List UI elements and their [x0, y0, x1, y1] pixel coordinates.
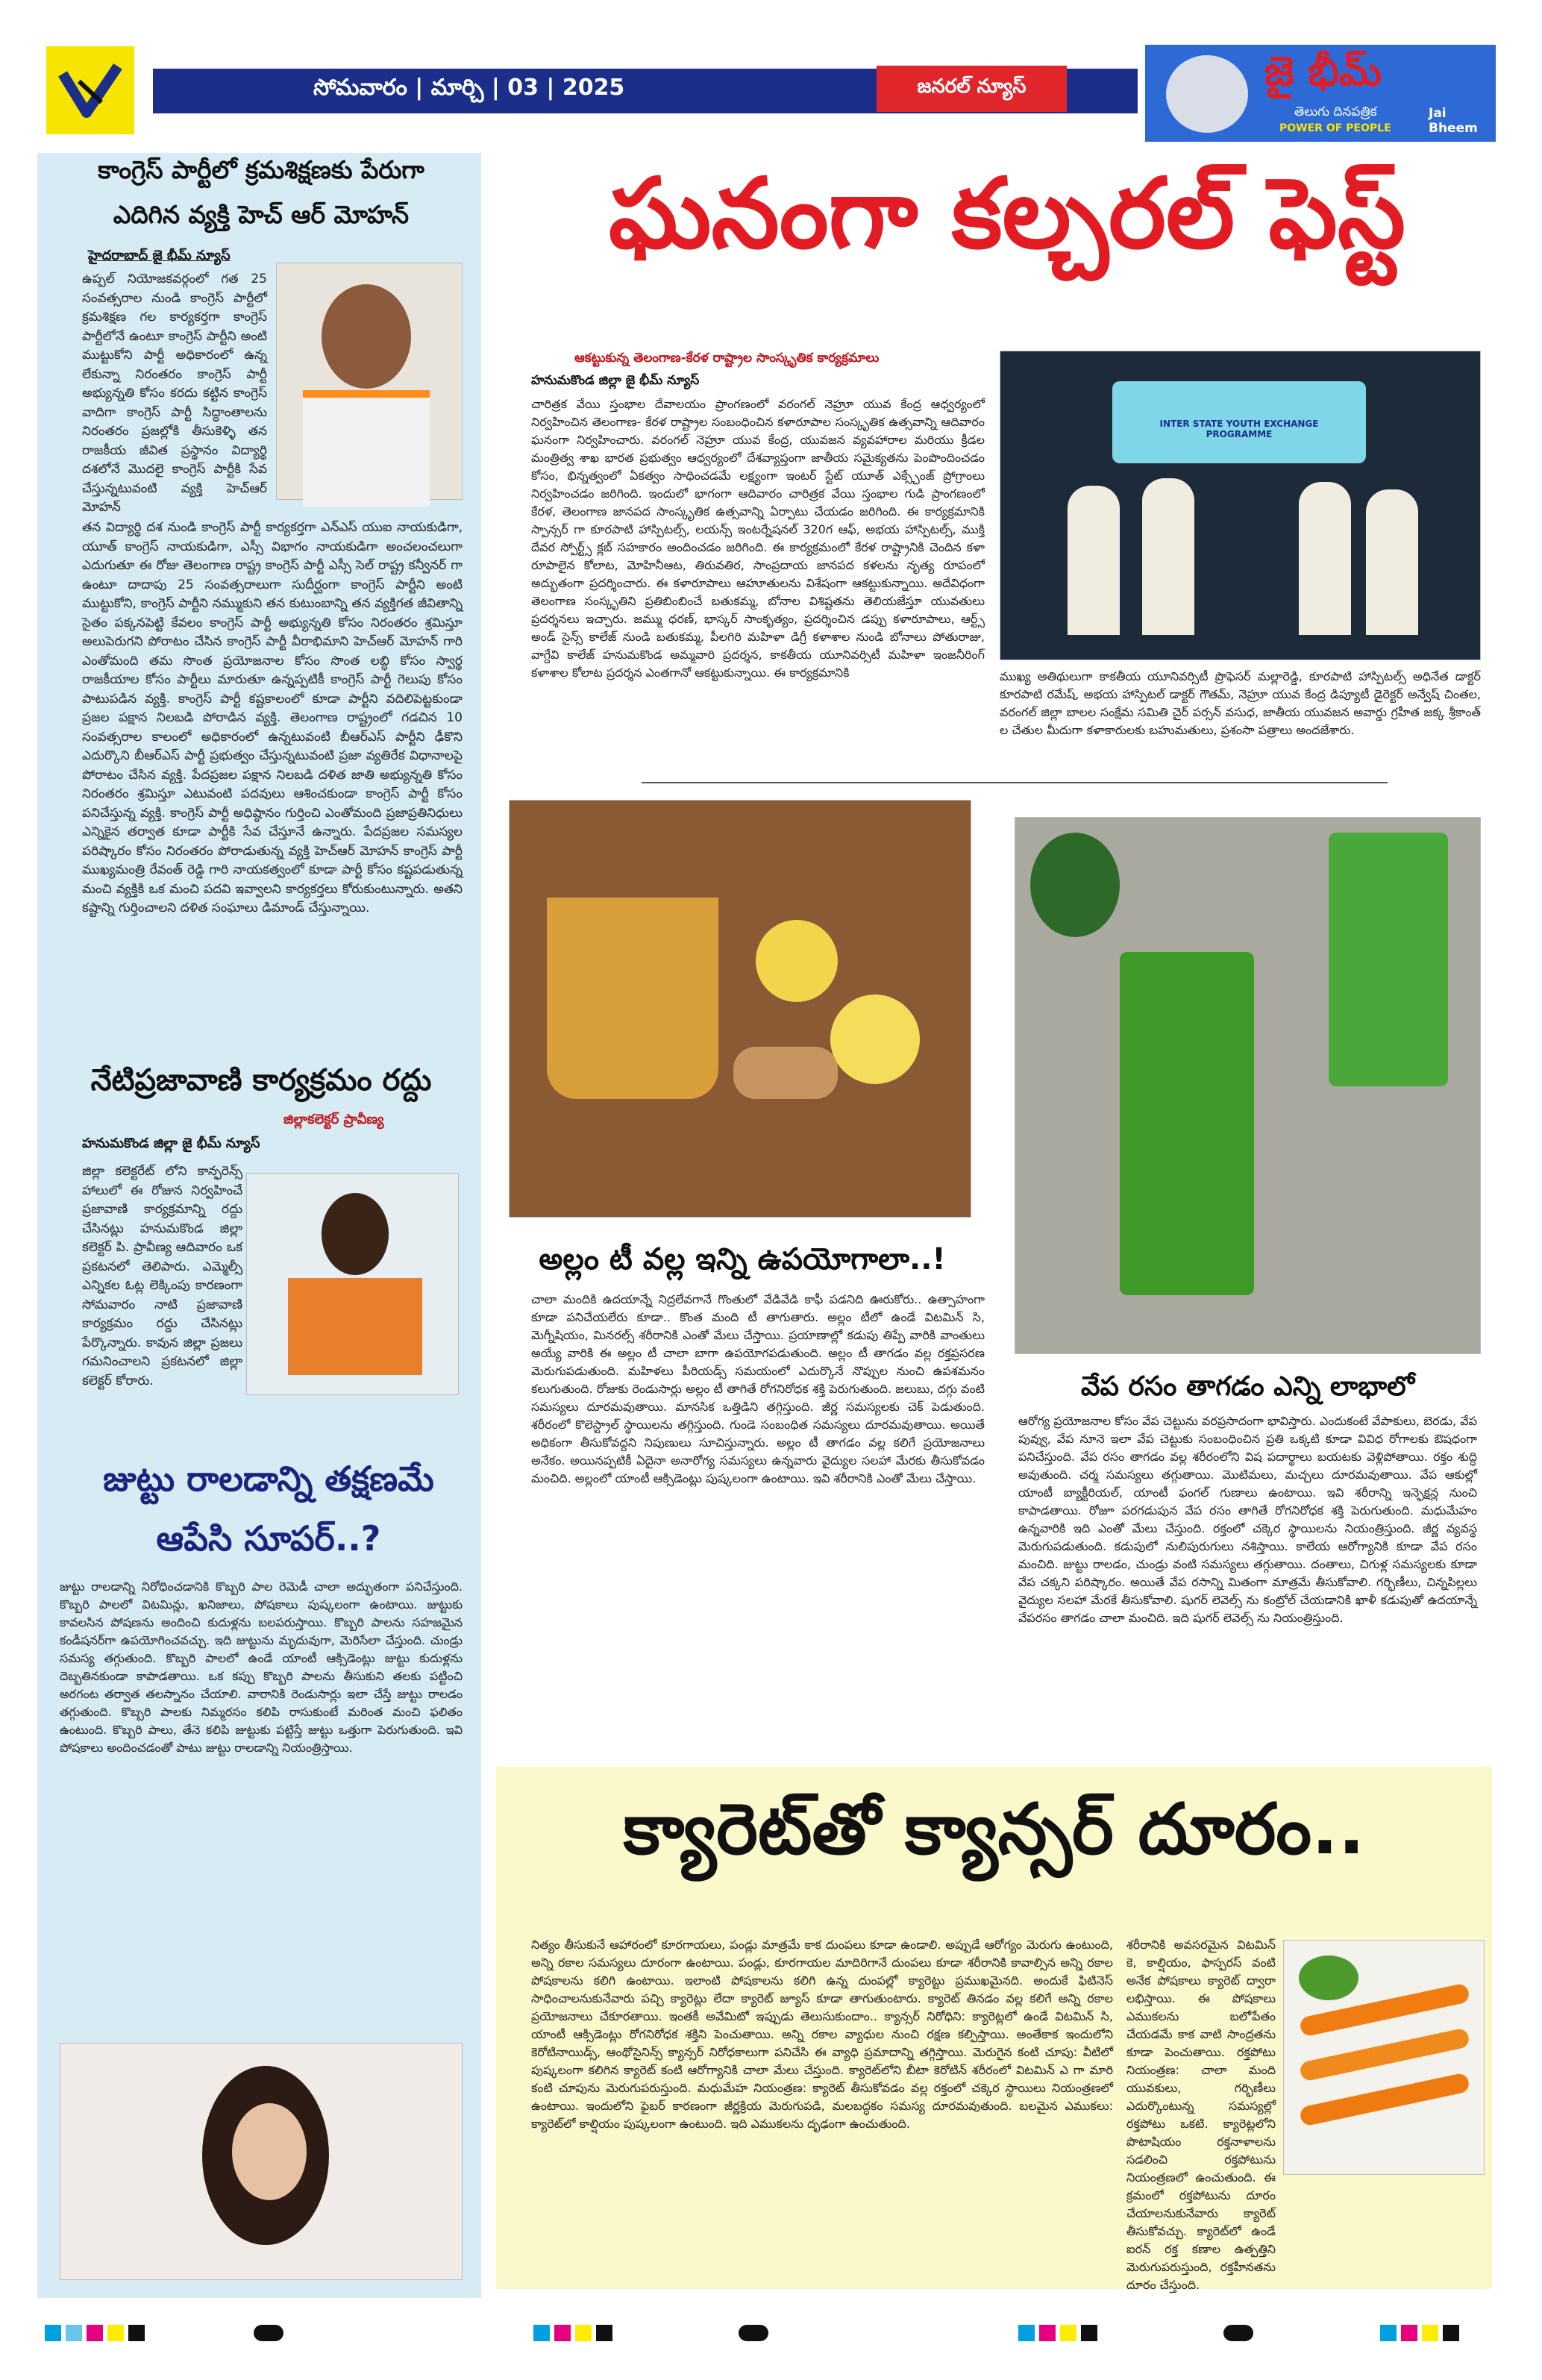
- color-mark: [107, 2325, 124, 2341]
- fest-divider: [642, 782, 1388, 783]
- fest-kicker: ఆకట్టుకున్న తెలంగాణ-కేరళ రాష్ట్రాల సాంస్కృతిక కార్యక్రమాలు: [574, 351, 880, 366]
- color-mark: [1380, 2325, 1397, 2341]
- neem-body: ఆరోగ్య ప్రయోజనాల కోసం వేప చెట్టును వరప్రసాదంగా భావిస్తారు. ఎందుకంటే వేపాకులు, బెరడు, వేప పువ్వు, వేప నూనె ఇలా వేప చెట్టుకు సంబంధించిన ప్రతి ఒక్కటి కూడా వివిధ రోగాలకు ఔషధంగా పనిచేస్తుంది. వేప రసం తాగడం వల్ల శరీరంలోని విష పదార్థాలు బయటకు వెళ్లిపోతాయి. రక్తం శుద్ధి అవుతుంది. చర్మ సమస్యలు తగ్గుతాయి. మొటిమలు, మచ్చలు దూరమవుతాయి. వేప ఆకుల్లో యాంటీ బ్యాక్టీరియల్, యాంటీ ఫంగల్ గుణాలు ఉంటాయి. ఇవి శరీరాన్ని ఇన్ఫెక్షన్ల నుంచి కాపాడతాయి. రోజూ పరగడుపున వేప రసం తాగితే రోగనిరోధక శక్తి పెరుగుతుంది. మధుమేహం ఉన్నవారికి ఇది ఎంతో మేలు చేస్తుంది. రక్తంలో చక్కెర స్థాయిలను నియంత్రిస్తుంది. జీర్ణ వ్యవస్థ మెరుగుపడుతుంది. కడుపులో నులిపురుగులు నశిస్తాయి. కాలేయ ఆరోగ్యానికి కూడా వేప రసం మంచిది. జుట్టు రాలడం, చుండ్రు వంటి సమస్యలు తగ్గుతాయి. దంతాలు, చిగుళ్ల సమస్యలకు కూడా వేప చక్కని పరిష్కారం. అయితే వేప రసాన్ని మితంగా మాత్రమే తీసుకోవాలి. గర్భిణీలు, చిన్నపిల్లలు వైద్యుల సలహా మేరకే తీసుకోవాలి. షుగర్ లెవెల్స్ ను కంట్రోల్ చేయడానికి ఖాళీ కడుపుతో ఉదయాన్నే వేపరసం తాగడం చాలా మంచిది. ఇది షుగర్ లెవెల్స్ ను నియంత్రిస్తుంది.: [1018, 1414, 1477, 1625]
- brand-en: Jai Bheem: [1429, 106, 1478, 136]
- color-mark: [575, 2325, 592, 2341]
- fest-photo: [1000, 351, 1481, 660]
- color-mark: [1060, 2325, 1076, 2341]
- color-mark: [533, 2325, 550, 2341]
- carrot-body: నిత్యం తీసుకునే ఆహారంలో కూరగాయలు, పండ్లు మాత్రమే కాక దుంపలు కూడా ఉండాలి. అప్పుడే ఆరోగ్యం మెరుగు ఉంటుంది, అన్ని రకాల సమస్యలు దూరంగా ఉంటాయి. పండ్లు, కూరగాయల మాదిరిగానే దుంపలు కూడా శరీరానికి కావాల్సిన అన్ని రకాల పోషకాలను కలిగి ఉంటాయి. ఇలాంటి పోషకాలను కలిగి ఉన్న దుంపల్లో క్యారెట్టు ప్రముఖమైనది. అందుకే ఫిటినెస్ సాధించాలనుకునేవారు పచ్చి క్యారెట్లు లేదా క్యారెట్ జ్యూస్ కూడా తాగుతుంటారు. క్యారెట్ తినడం వల్ల కలిగే అన్ని రకాల ప్రయోజనాలు చేకూరతాయి. ఇంతకీ అవేమిటో ఇప్పుడు తెలుసుకుందాం.. క్యాన్సర్ నిరోధిని: క్యారెట్లలో ఉండే విటమిన్ సి, యాంటీ ఆక్సిడెంట్లు రోగనిరోధక శక్తిని పెంచుతాయి. అన్ని రకాల వ్యాధుల నుంచి రక్షణ కల్పిస్తాయి. అంతేకాక ఇందులోని కెరోటినాయిడ్స్, ఆంథోసైనిన్స్ క్యాన్సర్ నిరోధకాలుగా పనిచేసి ఈ వ్యాధి ప్రమాదాన్ని తగ్గిస్తాయి. మెరుగైన కంటి చూపు: వీటిలో పుష్కలంగా కలిగిన క్యారెట్ కంటి ఆరోగ్యానికి చాలా మేలు చేస్తుంది. క్యారెట్‌లోని బీటా కెరోటిన్ శరీరంలో విటమిన్ ఎ గా మారి కంటి చూపును మెరుగుపరుస్తుంది. మధుమేహ నియంత్రణ: క్యారెట్ తీసుకోవడం వల్ల రక్తంలో చక్కెర స్థాయిలు నియంత్రణలో ఉంటాయి. ఇందులోని ఫైబర్ కారణంగా జీర్ణక్రియ మెరుగుపడి, మలబద్ధకం సమస్య దూరమవుతుంది. బలమైన ఎముకలు: క్యారెట్‌లో కాల్షియం పుష్కలంగా ఉంటుంది. ఇది ఎముకలను దృఢంగా ఉంచుతుంది.: [531, 1938, 1113, 2131]
- ginger-body: చాలా మందికి ఉదయాన్నే నిద్రలేవగానే గొంతులో వేడివేడి కాఫీ పడనిది ఊరుకోరు.. ఉత్సాహంగా కూడా పనిచేయలేరు కూడా.. కొంత మంది టీ తాగుతారు. అల్లం టీలో ఉండే విటమిన్ సి, మెగ్నీషియం, మినరల్స్ శరీరానికి ఎంతో మేలు చేస్తాయి. ప్రయాణాల్లో కడుపు తిప్పే వారికి వాంతులు అయ్యే వారికి ఈ అల్లం టీ చాలా బాగా ఉపయోగపడుతుంది. అల్లం టీ తాగడం వల్ల రక్తప్రసరణ మెరుగుపడుతుంది. మహిళలు పీరియడ్స్ సమయంలో ఎదుర్కొనే నొప్పుల నుంచి ఉపశమనం కలుగుతుంది. రోజుకు రెండుసార్లు అల్లం టీ తాగితే రోగనిరోధక శక్తి పెరుగుతుంది. జలుబు, దగ్గు వంటి సమస్యలు దూరమవుతాయి. మానసిక ఒత్తిడిని తగ్గిస్తుంది. జీర్ణ సమస్యలకు చెక్ పెడుతుంది. శరీరంలో కొలెస్ట్రాల్ స్థాయిలను తగ్గిస్తుంది. గుండె సంబంధిత సమస్యలు దూరమవుతాయి. అయితే అధికంగా తీసుకోవద్దని నిపుణులు సూచిస్తున్నారు. అల్లం టీ తాగడం వల్ల కలిగే ప్రయోజనాలు అనేకం. అయినప్పటికీ ఏదైనా అనారోగ్య సమస్యలు ఉన్నవారు వైద్యుల సలహా మేరకు తీసుకోవడం మంచిది. అల్లంలో యాంటీ ఆక్సిడెంట్లు పుష్కలంగా ఉంటాయి. ఇవి శరీరానికి ఎంతో మేలు చేస్తాయి.: [531, 1292, 985, 1485]
- color-mark: [1039, 2325, 1056, 2341]
- fest-photo-caption: ముఖ్య అతిథులుగా కాకతీయ యూనివర్సిటీ ప్రొఫెసర్ మల్లారెడ్డి, కూరపాటి హాస్పిటల్స్ అధినేత డాక్టర్ కూరపాటి రమేష్, అభయ హాస్పిటల్ డాక్టర్ గౌతమ్, నెహ్రూ యువ కేంద్ర డిప్యూటీ డైరెక్టర్ అన్వేష్ చింతల, వరంగల్ జిల్లా బాలల సంక్షేమ సమితి చైర్ పర్సన్ వసుధ, జాతీయ యువజన అవార్డు గ్రహీత జక్క శ్రీకాంత్ ల చేతుల మీదుగా కళాకారులకు బహుమతులు, ప్రశంసా పత్రాలు అందజేశారు.: [1000, 669, 1481, 737]
- reg-pill: [254, 2325, 283, 2341]
- color-mark: [1422, 2325, 1438, 2341]
- reg-pill: [1223, 2325, 1253, 2341]
- color-mark: [87, 2325, 103, 2341]
- fest-headline: ఘనంగా కల్చరల్ ఫెస్ట్: [608, 157, 1406, 270]
- logo-box: [46, 46, 134, 134]
- brand-name: జై భీమ్: [1264, 48, 1382, 95]
- hair-headline-1: జుట్టు రాలడాన్ని తక్షణమే: [103, 1459, 434, 1499]
- mohan-photo: [276, 263, 463, 500]
- color-mark: [45, 2325, 61, 2341]
- carrot-photo: [1283, 1940, 1485, 2175]
- hair-photo: [60, 2043, 463, 2280]
- congress-body: తన విద్యార్థి దశ నుండి కాంగ్రెస్ పార్టీ కార్యకర్తగా ఎన్ఎస్ యుఐ నాయకుడిగా, యూత్ కాంగ్రెస్ నాయకుడిగా, ఎస్సీ విభాగం నాయకుడిగా అంచలంచలుగా ఎదుగుతూ ఈ రోజు తెలంగాణ రాష్ట్ర కాంగ్రెస్ పార్టీ ఎస్సీ సెల్ రాష్ట్ర కన్వీనర్ గా ఉంటూ దాదాపు 25 సంవత్సరాలుగా సుదీర్ఘంగా కాంగ్రెస్ పార్టీని అంటి ముట్టుకోని, కాంగ్రెస్ పార్టీని నమ్ముకుని తన కుటుంబాన్ని తన వ్యక్తిగత జీవితాన్ని సైతం పక్కనపెట్టి కేవలం కాంగ్రెస్ పార్టీ అభ్యున్నతి కోసం నిరంతరం శ్రమిస్తూ అలుపెరుగని పోరాటం చేసిన కాంగ్రెస్ పార్టీ వీరాభిమాని హెచ్ఆర్ మోహన్ గారి ఎంతోమంది తమ సొంత ప్రయోజనాల కోసం సొంత లబ్ధి కోసం స్వార్థ రాజకీయాల కోసం పార్టీలు మారుతూ ఉన్నప్పటికీ కాంగ్రెస్ పార్టీ గెలుపు కోసం పాటుపడిన వ్యక్తి. కాంగ్రెస్ పార్టీ కష్టకాలంలో కూడా పార్టీని వదిలిపెట్టకుండా ప్రజల పక్షాన నిలబడి పోరాడిన వ్యక్తి. తెలంగాణ రాష్ట్రంలో గడచిన 10 సంవత్సరాల కాలంలో అధికారంలో ఉన్నటువంటి బీఆర్ఎస్ పార్టీని ఢీకొని ఎదుర్కొని బీఆర్ఎస్ పార్టీ ప్రభుత్వం చేస్తున్నటువంటి ప్రజా వ్యతిరేక విధానాలపై పోరాటం చేసిన వ్యక్తి. పేదప్రజల పక్షాన నిలబడి దళిత జాతి అభ్యున్నతి కోసం నిరంతరం శ్రమిస్తూ ఎటువంటి పదవులు ఆశించకుండా కాంగ్రెస్ పార్టీ కోసం పనిచేస్తున్న వ్యక్తి. కాంగ్రెస్ పార్టీ అధిష్ఠానం గుర్తించి ఎంతోమంది ప్రజాప్రతినిధులు ఎన్నికైన తర్వాత కూడా పార్టీకి సేవ చేస్తూనే ఉన్నారు. పేదప్రజల సమస్యల పరిష్కారం కోసం నిరంతరం పోరాడుతున్న వ్యక్తి హెచ్ఆర్ మోహన్ కాంగ్రెస్ పార్టీ ముఖ్యమంత్రి రేవంత్ రెడ్డి గారి నాయకత్వంలో కూడా పార్టీ కోసం కష్టపడుతున్న మంచి వ్యక్తికి ఒక మంచి పదవి ఇవ్వాలని కార్యకర్తలు కోరుకుంటున్నారు. అతని కష్టాన్ని గుర్తించాలని దళిత సంఘాలు డిమాండ్ చేస్తున్నాయి.: [82, 520, 463, 915]
- brand-box: [1145, 45, 1496, 142]
- ginger-headline: అల్లం టీ వల్ల ఇన్ని ఉపయోగాలా..!: [539, 1242, 946, 1277]
- hair-headline-2: ఆపేసి సూపర్..?: [156, 1518, 381, 1559]
- color-mark: [66, 2325, 82, 2341]
- hair-body: జుట్టు రాలడాన్ని నిరోధించడానికి కొబ్బరి పాల రెమెడీ చాలా అద్భుతంగా పనిచేస్తుంది. కొబ్బరి పాలలో విటమిన్లు, ఖనిజాలు, పోషకాలు పుష్కలంగా ఉంటాయి. జుట్టుకు కావలసిన పోషణను అందించి కుదుళ్లను బలపరుస్తాయి. కొబ్బరి పాలను సహజమైన కండీషనర్‌గా ఉపయోగించవచ్చు. ఇది జుట్టును మృదువుగా, మెరిసేలా చేస్తుంది. చుండ్రు సమస్య తగ్గుతుంది. కొబ్బరి పాలలో ఉండే యాంటీ ఆక్సిడెంట్లు జుట్టు కుదుళ్లను దెబ్బతినకుండా కాపాడతాయి. ఒక కప్పు కొబ్బరి పాలను తీసుకుని తలకు పట్టించి అరగంట తర్వాత తలస్నానం చేయాలి. వారానికి రెండుసార్లు ఇలా చేస్తే జుట్టు రాలడం తగ్గుతుంది. కొబ్బరి పాలకు నిమ్మరసం కలిపి రాసుకుంటే మరింత మంచి ఫలితం ఉంటుంది. కొబ్బరి పాలు, తేనె కలిపి జుట్టుకు పట్టిస్తే జుట్టు ఒత్తుగా పెరుగుతుంది. ఇవి పోషకాలు అందించడంతో పాటు జుట్టు రాలడాన్ని నియంత్రిస్తాయి.: [60, 1579, 463, 1755]
- prajavani-dateline: హనుమకొండ జిల్లా జై భీమ్ న్యూస్: [82, 1136, 260, 1151]
- neem-headline: వేప రసం తాగడం ఎన్ని లాభాలో: [1080, 1371, 1415, 1402]
- color-mark: [1401, 2325, 1417, 2341]
- color-mark: [596, 2325, 612, 2341]
- prajavani-body: జిల్లా కలెక్టరేట్ లోని కాన్ఫరెన్స్ హాలులో ఈ రోజున నిర్వహించే ప్రజావాణి కార్యక్రమాన్ని రద్దు చేసినట్లు హనుమకొండ జిల్లా కలెక్టర్ పి. ప్రావీణ్య ఆదివారం ఒక ప్రకటనలో తెలిపారు. ఎమ్మెల్సీ ఎన్నికల ఓట్ల లెక్కింపు కారణంగా సోమవారం నాటి ప్రజావాణి కార్యక్రమం రద్దు చేసినట్లు పేర్కొన్నారు. కావున జిల్లా ప్రజలు గమనించాలని ప్రకటనలో జిల్లా కలెక్టర్ కోరారు.: [82, 1164, 242, 1388]
- neem-juice-photo: [1015, 817, 1481, 1354]
- congress-headline-2: ఎదిగిన వ్యక్తి హెచ్ ఆర్ మోహన్: [113, 200, 410, 229]
- fest-dateline: హనుమకొండ జిల్లా జై భీమ్ న్యూస్: [531, 373, 700, 388]
- section-label: జనరల్ న్యూస్: [877, 66, 1067, 112]
- color-mark: [554, 2325, 571, 2341]
- color-mark: [1018, 2325, 1035, 2341]
- fest-banner-text: INTER STATE YOUTH EXCHANGE PROGRAMME: [1159, 419, 1319, 439]
- congress-headline-1: కాంగ్రెస్ పార్టీలో క్రమశిక్షణకు పేరుగా: [98, 155, 424, 184]
- ambedkar-portrait: [1166, 55, 1248, 133]
- brand-tag: POWER OF PEOPLE: [1279, 122, 1391, 134]
- congress-dateline: హైదరాబాద్ జై భీమ్ న్యూస్: [88, 248, 231, 263]
- ginger-tea-photo: [509, 800, 971, 1218]
- prajavani-byline: జిల్లాకలెక్టర్ ప్రావీణ్య: [283, 1112, 384, 1127]
- congress-intro: ఉప్పల్ నియోజకవర్గంలో గత 25 సంవత్సరాల నుండి కాంగ్రెస్ పార్టీలో క్రమశిక్షణ గల కార్యకర్తగా కాంగ్రెస్ పార్టీలోనే ఉంటూ కాంగ్రెస్ పార్టీని అంటి ముట్టుకోని పార్టీ అధికారంలో ఉన్న లేకున్నా నిరంతరం కాంగ్రెస్ పార్టీ అభ్యున్నతి కోసం కరదు కట్టిన కాంగ్రెస్ వాదిగా కాంగ్రెస్ పార్టీ సిద్ధాంతాలను నిరంతరం ప్రజల్లోకి తీసుకెళ్ళి తన రాజకీయ జీవిత ప్రస్థానం విద్యార్థి దశలోనే మొదలై కాంగ్రెస్ పార్టీకి సేవ చేస్తున్నటువంటి వ్యక్తి హెచ్ఆర్ మోహన్: [82, 272, 267, 515]
- color-mark: [1443, 2325, 1459, 2341]
- color-mark: [128, 2325, 145, 2341]
- date-line: సోమవారం | మార్చి | 03 | 2025: [313, 75, 625, 101]
- carrot-headline: క్యారెట్‌తో క్యాన్సర్ దూరం..: [623, 1789, 1365, 1870]
- brand-sub: తెలుగు దినపత్రిక: [1294, 104, 1377, 119]
- carrot-side-text: శరీరానికి అవసరమైన విటమిన్ కె, కాల్షియం, ఫాస్పరస్ వంటి అనేక పోషకాలు క్యారెట్ ద్వారా లభిస్తాయి. ఈ పోషకాలు ఎముకలను బలోపేతం చేయడమే కాక వాటి సాంద్రతను కూడా పెంచుతాయి. రక్తపోటు నియంత్రణ: చాలా మంది యువకులు, గర్భిణీలు ఎదుర్కొంటున్న సమస్యల్లో రక్తపోటు ఒకటి. క్యారెట్లలోని పొటాషియం రక్తనాళాలను సడలించి రక్తపోటును నియంత్రణలో ఉంచుతుంది. ఈ క్రమంలో రక్తపోటును దూరం చేయాలనుకునేవారు క్యారెట్ తీసుకోవచ్చు. క్యారెట్‌లో ఉండే ఐరన్ రక్త కణాల ఉత్పత్తిని మెరుగుపరుస్తుంది, రక్తహీనతను దూరం చేస్తుంది.: [1126, 1938, 1276, 2292]
- reg-pill: [739, 2325, 768, 2341]
- v-pen-logo-icon: [57, 60, 124, 120]
- color-mark: [1081, 2325, 1097, 2341]
- fest-body: చారిత్రక వేయి స్తంభాల దేవాలయం ప్రాంగణంలో వరంగల్ నెహ్రూ యువ కేంద్ర ఆధ్వర్యంలో నిర్వహించిన తెలంగాణ- కేరళ రాష్ట్రాల సంబంధించిన కళారూపాల సంస్కృతిక ఉత్సవాన్ని ఆదివారం ఘనంగా నిర్వహించారు. వరంగల్ నెహ్రూ యువ కేంద్ర, యువజన వ్యవహారాల మరియు క్రీడల మంత్రిత్వ శాఖ భారత ప్రభుత్వం ఆధ్వర్యంలో దేశవ్యాప్తంగా జాతీయ సమైక్యతను పెంపొందించడం కోసం, భిన్నత్వంలో ఏకత్వం సాధించడమే లక్ష్యంగా ఇంటర్ స్టేట్ యూత్ ఎక్స్చేంజ్ ప్రోగ్రాంలు నిర్వహించడం జరిగింది. ఇందులో భాగంగా ఆదివారం చారిత్రక వేయి స్తంభాల గుడి ప్రాంగణంలో కేరళ, తెలంగాణ జానపద సాంస్కృతిక ఉత్సవాన్ని ఏర్పాటు చేయడం జరిగింది. ఈ కార్యక్రమానికి స్పాన్సర్ గా కూరపాటి హాస్పిటల్స్, లయన్స్ ఇంటర్నేషనల్ 320గ ఆఫ్, అభయ హాస్పిటల్స్, ముక్తి దేవర స్పోర్ట్స్ క్లబ్ సహకారం అందించడం జరిగింది. ఈ కార్యక్రమంలో కేరళ రాష్ట్రానికి చెందిన కళా రూపాలైన కోలాట, మోహినీఆట, తిరువతిర, సాంప్రదాయ జానపద కళలను నృత్య రూపంలో అద్భుతంగా ప్రదర్శించారు. ఈ కళారూపాలు ఆహూతులను విశేషంగా ఆకట్టుకున్నాయి. అదేవిధంగా తెలంగాణ సంస్కృతిని ప్రతిబింబించే బతుకమ్మ, బోనాల విశిష్టతను తెలియజేస్తూ యువతులు ప్రదర్శనలు ఇచ్చారు. జమ్ము ధరణ్, భాస్కర్ సాంకృత్యం, ప్రదర్శించిన డప్పు కళారూపాలు, ఆర్ట్స్ అండ్ సైన్స్ కాలేజ్ నుండి బతుకమ్మ, పీలగిరి మహిళా డిగ్రీ కళాశాల నుండి బోనాలు పోతురాజు, వాగ్దేవి కాలేజ్ హనుమకొండ అమ్మవారి ప్రదర్శన, కాకతీయ యూనివర్సిటీ మహిళా ఇంజనీరింగ్ కళాశాల కోలాట ప్రదర్శన ఎంతగానో ఆకట్టుకున్నాయి. ఈ కార్యక్రమానికి: [531, 397, 985, 680]
- collector-photo: [246, 1173, 459, 1395]
- prajavani-headline: నేటిప్రజావాణి కార్యక్రమం రద్దు: [90, 1063, 432, 1097]
